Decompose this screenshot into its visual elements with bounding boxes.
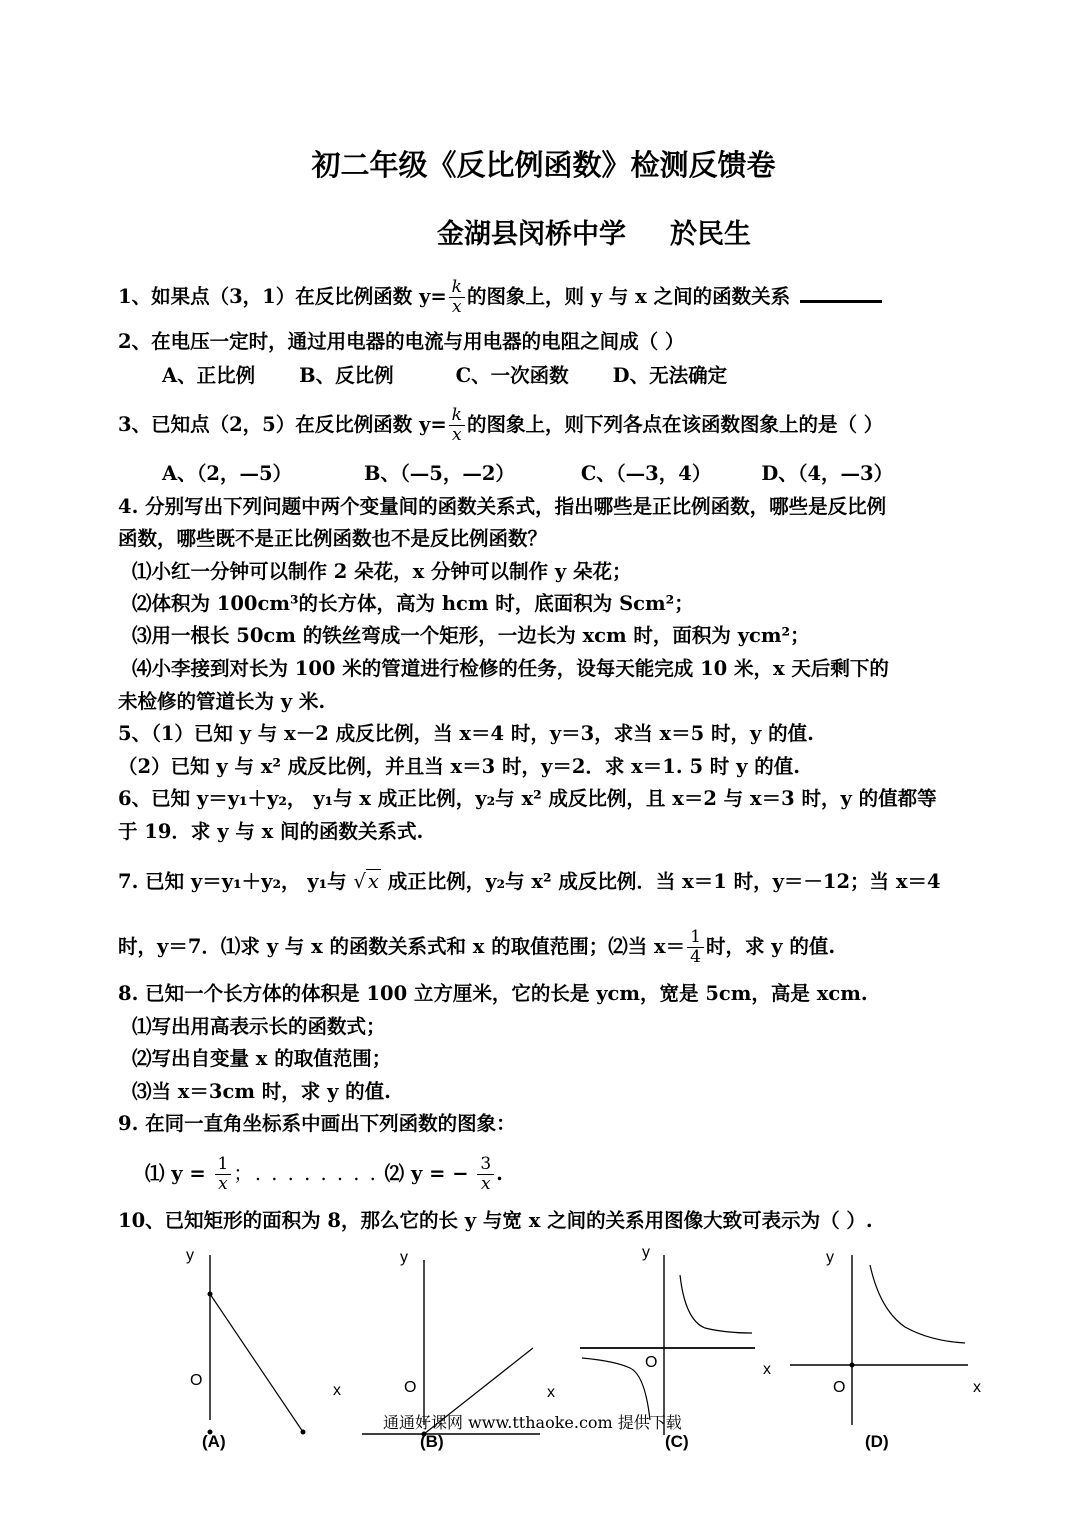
graph-a-x-intercept bbox=[301, 1430, 306, 1435]
answer-blank bbox=[800, 300, 882, 303]
graph-c bbox=[580, 1244, 771, 1435]
question-4-line1: 4. 分别写出下列问题中两个变量间的函数关系式，指出哪些是正比例函数，哪些是反比例 bbox=[118, 495, 887, 518]
question-6a: 6、已知 y＝y₁＋y₂， y₁与 x 成正比例，y₂与 x² 成反比例，且 x＝2 与 x＝3 时，y 的值都等 bbox=[118, 787, 937, 810]
graph-b-caption: (B) bbox=[420, 1432, 444, 1451]
question-2: 2、在电压一定时，通过用电器的电流与用电器的电阻之间成（ ） bbox=[118, 330, 685, 353]
graph-b-origin-label: O bbox=[404, 1379, 417, 1396]
fraction-one-quarter: $\frac{1}{4}$ bbox=[687, 928, 704, 967]
school-name: 金湖县闵桥中学 bbox=[437, 219, 626, 250]
question-9-functions: ⑴ y = $\frac{1}{x}$ ；. . . . . . . . ⑵ y = − $\frac{3}{x}$ . bbox=[145, 1154, 503, 1194]
question-8-item3: ⑶当 x＝3cm 时，求 y 的值. bbox=[132, 1080, 391, 1103]
graph-a-origin-label: O bbox=[190, 1372, 203, 1389]
graph-c-origin-label: O bbox=[645, 1354, 658, 1371]
author-line bbox=[437, 212, 751, 251]
footer-watermark: 通通好课网 www.tthaoke.com 提供下载 bbox=[383, 1413, 682, 1432]
question-3: 3、已知点（2，5）在反比例函数 y= $\frac{k}{x}$ 的图象上，则下列各点在该函数图象上的是（ ） bbox=[118, 405, 884, 445]
graph-c-x-label: x bbox=[763, 1361, 771, 1378]
graph-c-caption: (C) bbox=[665, 1432, 689, 1451]
question-4-item4a: ⑷小李接到对长为 100 米的管道进行检修的任务，设每天能完成 10 米，x 天后剩下的 bbox=[132, 657, 889, 680]
question-5a: 5、（1）已知 y 与 x－2 成反比例，当 x＝4 时，y＝3，求当 x＝5 时，y 的值. bbox=[118, 722, 814, 745]
question-1: 1、如果点（3，1）在反比例函数 y= $\frac{k}{x}$ 的图象上，则 y 与 x 之间的函数关系 bbox=[118, 278, 882, 317]
question-5b: （2）已知 y 与 x² 成反比例，并且当 x＝3 时，y＝2．求 x＝1. 5 时 y 的值. bbox=[118, 755, 801, 778]
graph-a-y-intercept bbox=[208, 1292, 213, 1297]
fraction-k-over-x: $\frac{k}{x}$ bbox=[449, 278, 465, 317]
option-d: D、无法确定 bbox=[612, 364, 728, 387]
option-a: A、（2，—5） bbox=[162, 462, 293, 485]
sqrt-x: √ x bbox=[353, 870, 379, 893]
option-b: B、（—5，—2） bbox=[364, 462, 515, 485]
graph-d-caption: (D) bbox=[865, 1432, 889, 1451]
question-7a: 7. 已知 y＝y₁＋y₂， y₁与 √ x 成正比例，y₂与 x² 成反比例．当 x＝1 时，y＝－12；当 x＝4 bbox=[118, 868, 941, 896]
graph-b bbox=[362, 1249, 555, 1437]
page-title: 初二年级《反比例函数》检测反馈卷 bbox=[311, 148, 776, 182]
graph-b-x-label: x bbox=[547, 1384, 555, 1401]
graph-c-y-label: y bbox=[642, 1244, 650, 1261]
graph-d-origin-label: O bbox=[833, 1379, 846, 1396]
question-4-item3: ⑶用一根长 50cm 的铁丝弯成一个矩形，一边长为 xcm 时，面积为 ycm²； bbox=[132, 624, 810, 647]
graph-a bbox=[150, 1235, 341, 1435]
question-8: 8. 已知一个长方体的体积是 100 立方厘米，它的长是 ycm，宽是 5cm，高是 xcm. bbox=[118, 982, 868, 1005]
graph-d bbox=[790, 1249, 981, 1425]
question-8-item2: ⑵写出自变量 x 的取值范围； bbox=[132, 1047, 392, 1070]
option-d: D、（4，—3） bbox=[761, 462, 894, 485]
graph-d-y-label: y bbox=[826, 1249, 834, 1266]
graph-a-x-label: x bbox=[333, 1382, 341, 1399]
question-6b: 于 19．求 y 与 x 间的函数关系式. bbox=[118, 820, 424, 843]
option-b: B、反比例 bbox=[299, 364, 394, 387]
question-2-options bbox=[162, 362, 727, 390]
question-8-item1: ⑴写出用高表示长的函数式； bbox=[132, 1015, 386, 1038]
question-10: 10、已知矩形的面积为 8，那么它的长 y 与宽 x 之间的关系用图像大致可表示为（ ）. bbox=[118, 1209, 873, 1232]
option-a: A、正比例 bbox=[162, 364, 256, 387]
question-9: 9. 在同一直角坐标系中画出下列函数的图象： bbox=[118, 1112, 516, 1135]
graph-d-x-label: x bbox=[973, 1379, 981, 1396]
question-4-line2: 函数，哪些既不是正比例函数也不是反比例函数？ bbox=[118, 527, 548, 550]
question-4-item4b: 未检修的管道长为 y 米. bbox=[118, 690, 326, 713]
graph-a-caption: (A) bbox=[202, 1432, 226, 1451]
question-3-options bbox=[162, 460, 893, 488]
fraction-k-over-x: $\frac{k}{x}$ bbox=[449, 406, 465, 445]
option-c: C、一次函数 bbox=[455, 364, 569, 387]
fraction-1-over-x: $\frac{1}{x}$ bbox=[215, 1155, 232, 1194]
author-name: 於民生 bbox=[670, 219, 751, 250]
option-c: C、（—3，4） bbox=[580, 462, 712, 485]
question-4-item2: ⑵体积为 100cm³的长方体，高为 hcm 时，底面积为 Scm²； bbox=[132, 592, 694, 615]
question-7b: 时，y＝7．⑴求 y 与 x 的函数关系式和 x 的取值范围；⑵当 x＝ $\frac{1}{4}$ 时，求 y 的值. bbox=[118, 927, 836, 967]
fraction-3-over-x: $\frac{3}{x}$ bbox=[477, 1155, 494, 1194]
graph-a-y-label: y bbox=[186, 1247, 194, 1264]
question-4-item1: ⑴小红一分钟可以制作 2 朵花，x 分钟可以制作 y 朵花； bbox=[132, 560, 632, 583]
graph-b-y-label: y bbox=[400, 1249, 408, 1266]
